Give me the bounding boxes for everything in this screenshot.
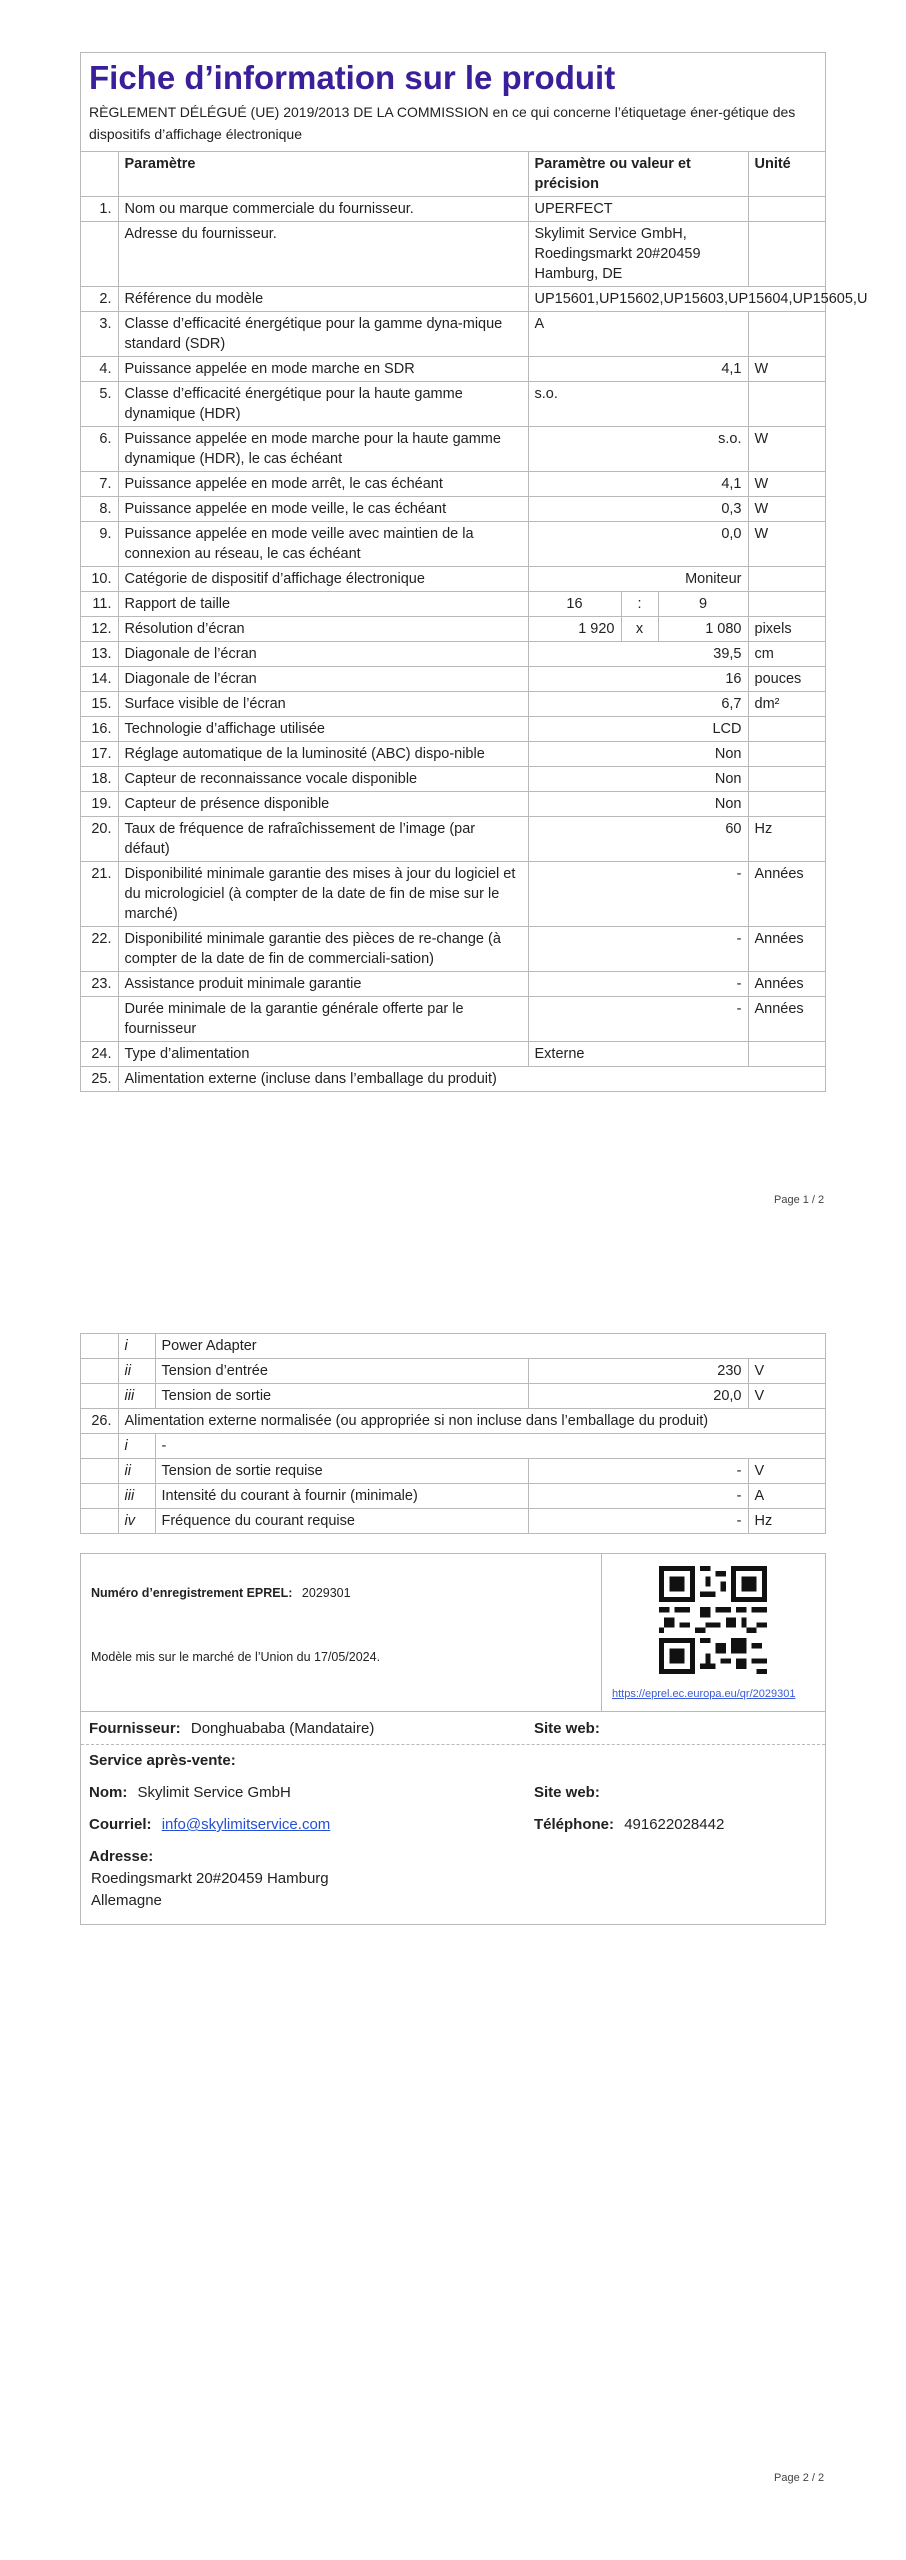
row-value: A	[528, 312, 748, 357]
page-number: Page 2 / 2	[774, 2472, 825, 2484]
row-param: Puissance appelée en mode veille, le cas échéant	[118, 497, 528, 522]
row-value: -	[528, 862, 748, 927]
row-value: 39,5	[528, 642, 748, 667]
row-unit: Années	[748, 972, 825, 997]
row-param: Nom ou marque commerciale du fournisseur.	[118, 197, 528, 222]
row-number: 18.	[81, 767, 118, 792]
table-row	[81, 522, 825, 567]
eprel-registration	[81, 1554, 602, 1712]
row-number: 11.	[81, 592, 118, 617]
row-unit: Années	[748, 997, 825, 1042]
address-line-1: Roedingsmarkt 20#20459 Hamburg	[91, 1870, 329, 1887]
row-param: Alimentation externe (incluse dans l’emballage du produit)	[118, 1067, 825, 1092]
table-row	[81, 1334, 825, 1359]
row-unit: cm	[748, 642, 825, 667]
row-unit: W	[748, 522, 825, 567]
parameter-table	[81, 152, 868, 1091]
header-param: Paramètre	[118, 152, 528, 197]
table-row	[81, 997, 825, 1042]
row-param: Intensité du courant à fournir (minimale)	[155, 1484, 528, 1509]
row-value: -	[528, 1459, 748, 1484]
row-number: 1.	[81, 197, 118, 222]
table-row	[81, 197, 825, 222]
row-value: 60	[528, 817, 748, 862]
resolution-sep: x	[621, 617, 658, 642]
resolution-width: 1 920	[528, 617, 621, 642]
table-row	[81, 617, 825, 642]
email-field	[89, 1816, 330, 1833]
row-number: 21.	[81, 862, 118, 927]
row-unit: V	[748, 1459, 825, 1484]
row-param: Puissance appelée en mode marche en SDR	[118, 357, 528, 382]
row-param: Tension de sortie requise	[155, 1459, 528, 1484]
row-number: 22.	[81, 927, 118, 972]
row-value: 0,0	[528, 522, 748, 567]
row-number: 26.	[81, 1409, 118, 1434]
table-row	[81, 497, 825, 522]
table-row	[81, 927, 825, 972]
name-label: Nom:	[89, 1784, 128, 1801]
row-value: 4,1	[528, 472, 748, 497]
row-param: Rapport de taille	[118, 592, 528, 617]
row-unit: dm²	[748, 692, 825, 717]
row-unit: Hz	[748, 1509, 825, 1534]
phone-field	[534, 1816, 724, 1833]
row-unit: pixels	[748, 617, 825, 642]
row-value: Externe	[528, 1042, 748, 1067]
table-row	[81, 667, 825, 692]
row-value: LCD	[528, 717, 748, 742]
table-row	[81, 817, 825, 862]
header-value: Paramètre ou valeur et précision	[528, 152, 748, 197]
row-number: 4.	[81, 357, 118, 382]
row-unit: W	[748, 497, 825, 522]
row-param: Référence du modèle	[118, 287, 528, 312]
sub-index: iv	[118, 1509, 155, 1534]
supplier-value: Donghuababa (Mandataire)	[190, 1720, 375, 1737]
eprel-box	[80, 1553, 826, 1925]
row-unit: V	[748, 1384, 825, 1409]
sub-index: iii	[118, 1484, 155, 1509]
table-row	[81, 312, 825, 357]
table-row	[81, 382, 825, 427]
row-value: 16	[528, 667, 748, 692]
power-supply-table-sheet	[80, 1333, 826, 1534]
row-param: Diagonale de l’écran	[118, 667, 528, 692]
table-row	[81, 1509, 825, 1534]
table-row	[81, 1409, 825, 1434]
table-row	[81, 742, 825, 767]
row-param: Capteur de présence disponible	[118, 792, 528, 817]
row-param: Fréquence du courant requise	[155, 1509, 528, 1534]
row-param: Technologie d’affichage utilisée	[118, 717, 528, 742]
row-number: 6.	[81, 427, 118, 472]
row-number: 7.	[81, 472, 118, 497]
row-value: Non	[528, 742, 748, 767]
row-param: Diagonale de l’écran	[118, 642, 528, 667]
row-number: 2.	[81, 287, 118, 312]
qr-code-icon[interactable]	[659, 1566, 767, 1674]
row-unit: V	[748, 1359, 825, 1384]
row-number: 8.	[81, 497, 118, 522]
row-value: Skylimit Service GmbH, Roedingsmarkt 20#20459 Hamburg, DE	[528, 222, 748, 287]
service-site-label: Site web:	[534, 1784, 600, 1801]
row-value: Non	[528, 767, 748, 792]
row-unit: Hz	[748, 817, 825, 862]
row-number: 10.	[81, 567, 118, 592]
row-param: Tension de sortie	[155, 1384, 528, 1409]
supplier-field	[89, 1720, 374, 1737]
row-number: 5.	[81, 382, 118, 427]
table-row	[81, 1042, 825, 1067]
row-value: -	[528, 927, 748, 972]
table-row	[81, 357, 825, 382]
row-unit: pouces	[748, 667, 825, 692]
row-param: Disponibilité minimale garantie des pièces de re-change (à compter de la date de fin de commerciali-sation)	[118, 927, 528, 972]
page-number: Page 1 / 2	[774, 1194, 825, 1206]
table-row	[81, 1359, 825, 1384]
row-param: Power Adapter	[155, 1334, 825, 1359]
row-number: 16.	[81, 717, 118, 742]
row-number: 17.	[81, 742, 118, 767]
name-value: Skylimit Service GmbH	[137, 1784, 291, 1801]
table-row	[81, 287, 825, 312]
table-header	[81, 152, 825, 197]
table-row	[81, 642, 825, 667]
row-param: Capteur de reconnaissance vocale disponible	[118, 767, 528, 792]
table-row	[81, 567, 825, 592]
sub-index: iii	[118, 1384, 155, 1409]
supplier-site-label: Site web:	[534, 1720, 600, 1737]
table-row	[81, 692, 825, 717]
row-param: Assistance produit minimale garantie	[118, 972, 528, 997]
row-value: -	[528, 1509, 748, 1534]
row-param: Durée minimale de la garantie générale offerte par le fournisseur	[118, 997, 528, 1042]
row-param: Catégorie de dispositif d’affichage électronique	[118, 567, 528, 592]
page-title: Fiche d’information sur le produit	[89, 59, 616, 96]
row-value: 230	[528, 1359, 748, 1384]
email-label: Courriel:	[89, 1816, 152, 1833]
row-param: Puissance appelée en mode marche pour la haute gamme dynamique (HDR), le cas échéant	[118, 427, 528, 472]
row-param: Alimentation externe normalisée (ou appropriée si non incluse dans l’emballage du produit)	[118, 1409, 825, 1434]
table-row	[81, 1484, 825, 1509]
table-row	[81, 972, 825, 997]
resolution-height: 1 080	[658, 617, 748, 642]
row-value: s.o.	[528, 382, 748, 427]
supplier-label: Fournisseur:	[89, 1720, 181, 1737]
row-param: Résolution d’écran	[118, 617, 528, 642]
row-number: 3.	[81, 312, 118, 357]
sub-index: i	[118, 1334, 155, 1359]
row-unit: W	[748, 427, 825, 472]
row-param: -	[155, 1434, 825, 1459]
ratio-sep: :	[621, 592, 658, 617]
service-name-field	[89, 1784, 291, 1801]
market-date-text: Modèle mis sur le marché de l’Union du 17/05/2024.	[91, 1650, 381, 1664]
row-param: Adresse du fournisseur.	[118, 222, 528, 287]
service-label: Service après-vente:	[89, 1752, 236, 1769]
row-value: UP15601,UP15602,UP15603,UP15604,UP15605,U	[528, 287, 825, 312]
eprel-qr-link[interactable]: https://eprel.ec.europa.eu/qr/2029301	[612, 1688, 796, 1700]
power-supply-table	[81, 1334, 825, 1533]
row-unit: W	[748, 472, 825, 497]
table-row	[81, 792, 825, 817]
header-unit: Unité	[748, 152, 825, 197]
row-number: 14.	[81, 667, 118, 692]
divider	[81, 1744, 825, 1745]
row-unit: W	[748, 357, 825, 382]
email-link[interactable]: info@skylimitservice.com	[161, 1816, 331, 1833]
sub-index: ii	[118, 1359, 155, 1384]
eprel-reg-value: 2029301	[301, 1586, 351, 1600]
regulation-subtitle: RÈGLEMENT DÉLÉGUÉ (UE) 2019/2013 DE LA COMMISSION en ce qui concerne l’étiquetage éner-gétique des dispositifs d’affichage électronique	[81, 99, 825, 152]
row-value: s.o.	[528, 427, 748, 472]
ratio-b: 9	[658, 592, 748, 617]
row-param: Réglage automatique de la luminosité (ABC) dispo-nible	[118, 742, 528, 767]
row-param: Puissance appelée en mode arrêt, le cas échéant	[118, 472, 528, 497]
row-number: 9.	[81, 522, 118, 567]
phone-value: 491622028442	[624, 1816, 725, 1833]
row-number: 23.	[81, 972, 118, 997]
row-value: Non	[528, 792, 748, 817]
row-value: Moniteur	[528, 567, 748, 592]
table-row	[81, 592, 825, 617]
phone-label: Téléphone:	[534, 1816, 615, 1833]
row-unit: Années	[748, 927, 825, 972]
table-row	[81, 1067, 825, 1092]
row-number: 15.	[81, 692, 118, 717]
row-value: 0,3	[528, 497, 748, 522]
table-row	[81, 717, 825, 742]
row-param: Puissance appelée en mode veille avec maintien de la connexion au réseau, le cas échéant	[118, 522, 528, 567]
row-param: Surface visible de l’écran	[118, 692, 528, 717]
row-value: -	[528, 1484, 748, 1509]
row-param: Taux de fréquence de rafraîchissement de l’image (par défaut)	[118, 817, 528, 862]
table-row	[81, 862, 825, 927]
ratio-a: 16	[528, 592, 621, 617]
table-row	[81, 767, 825, 792]
row-param: Disponibilité minimale garantie des mises à jour du logiciel et du micrologiciel (à compter de la date de fin de mise sur le marché)	[118, 862, 528, 927]
row-value: -	[528, 997, 748, 1042]
row-param: Type d’alimentation	[118, 1042, 528, 1067]
row-number: 20.	[81, 817, 118, 862]
row-value: UPERFECT	[528, 197, 748, 222]
eprel-reg-label: Numéro d’enregistrement EPREL:	[91, 1586, 293, 1600]
row-value: 4,1	[528, 357, 748, 382]
table-row	[81, 472, 825, 497]
row-param: Classe d’efficacité énergétique pour la gamme dyna-mique standard (SDR)	[118, 312, 528, 357]
table-row	[81, 222, 825, 287]
table-row	[81, 1384, 825, 1409]
qr-panel	[602, 1554, 825, 1712]
row-param: Classe d’efficacité énergétique pour la haute gamme dynamique (HDR)	[118, 382, 528, 427]
sub-index: i	[118, 1434, 155, 1459]
table-row	[81, 1459, 825, 1484]
row-unit: A	[748, 1484, 825, 1509]
table-row	[81, 427, 825, 472]
row-param: Tension d’entrée	[155, 1359, 528, 1384]
row-value: -	[528, 972, 748, 997]
product-info-sheet	[80, 52, 868, 1092]
sub-index: ii	[118, 1459, 155, 1484]
address-line-2: Allemagne	[91, 1892, 162, 1909]
row-unit: Années	[748, 862, 825, 927]
address-label: Adresse:	[89, 1848, 154, 1865]
row-number: 13.	[81, 642, 118, 667]
row-number: 19.	[81, 792, 118, 817]
row-number: 24.	[81, 1042, 118, 1067]
row-value: 20,0	[528, 1384, 748, 1409]
table-row	[81, 1434, 825, 1459]
row-value: 6,7	[528, 692, 748, 717]
row-number: 12.	[81, 617, 118, 642]
row-number: 25.	[81, 1067, 118, 1092]
